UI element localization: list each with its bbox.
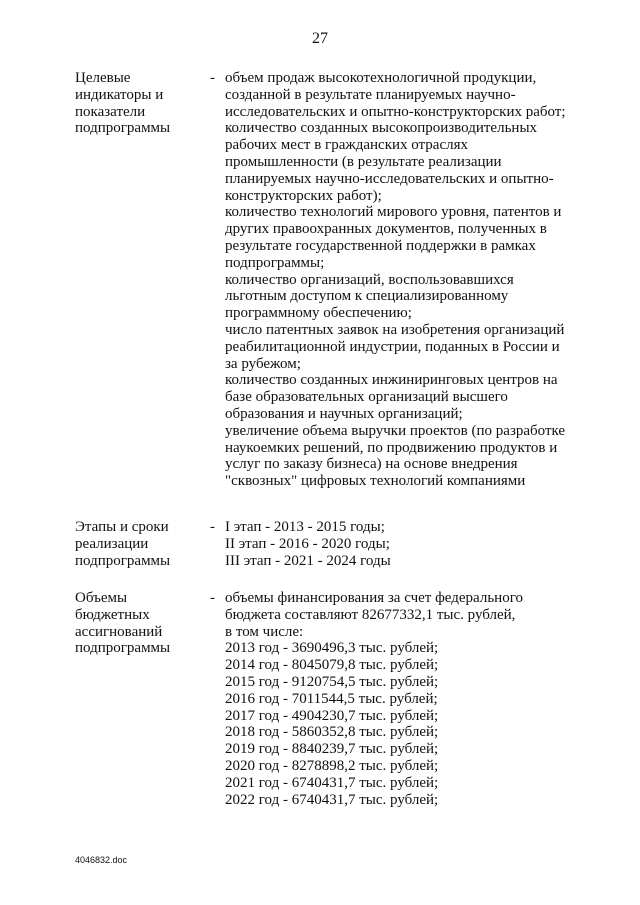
content-line: 2019 год - 8840239,7 тыс. рублей; xyxy=(225,741,439,758)
content-line: программному обеспечению; xyxy=(225,305,412,322)
content-line: увеличение объема выручки проектов (по разработке xyxy=(225,422,566,439)
content-line: число патентных заявок на изобретения организаций xyxy=(225,321,565,338)
content-line: в том числе: xyxy=(225,623,304,640)
section-label: Целевые индикаторы и показатели подпрограммы xyxy=(75,70,171,137)
content-line: 2022 год - 6740431,7 тыс. рублей; xyxy=(225,791,439,808)
list-dash: - xyxy=(210,70,215,86)
list-dash: - xyxy=(210,519,215,535)
content-line: подпрограммы; xyxy=(225,254,325,271)
content-line: за рубежом; xyxy=(225,355,301,372)
content-line: исследовательских и опытно-конструкторских работ; xyxy=(225,103,566,120)
content-line: "сквозных" цифровых технологий компаниями xyxy=(225,473,526,490)
content-line: 2013 год - 3690496,3 тыс. рублей; xyxy=(225,640,439,657)
content-line: объем продаж высокотехнологичной продукции, xyxy=(225,70,537,86)
content-line: промышленности (в результате реализации xyxy=(225,153,502,170)
content-line: базе образовательных организаций высшего xyxy=(225,389,508,406)
content-line: количество созданных инжиниринговых центров на xyxy=(225,372,558,389)
content-line: планируемых научно-исследовательских и опытно- xyxy=(225,170,554,187)
content-line: рабочих мест в гражданских отраслях xyxy=(225,137,468,154)
content-line: 2014 год - 8045079,8 тыс. рублей; xyxy=(225,657,439,674)
section-label: Этапы и сроки реализации подпрограммы xyxy=(75,519,171,569)
content-line: объемы финансирования за счет федерального xyxy=(225,590,523,606)
list-dash: - xyxy=(210,590,215,606)
content-line: услуг по заказу бизнеса) на основе внедрения xyxy=(225,456,518,473)
content-line: I этап - 2013 - 2015 годы; xyxy=(225,519,385,535)
section-content xyxy=(225,519,580,569)
content-line: наукоемких решений, по продвижению продуктов и xyxy=(225,439,558,456)
content-line: 2015 год - 9120754,5 тыс. рублей; xyxy=(225,673,439,690)
content-line: 2018 год - 5860352,8 тыс. рублей; xyxy=(225,724,439,741)
content-line: бюджета составляют 82677332,1 тыс. рублей, xyxy=(225,606,516,623)
content-line: реабилитационной индустрии, поданных в России и xyxy=(225,338,560,355)
content-line: количество организаций, воспользовавшихся xyxy=(225,271,514,288)
content-line: 2021 год - 6740431,7 тыс. рублей; xyxy=(225,774,439,791)
content-line: III этап - 2021 - 2024 годы xyxy=(225,552,391,569)
page-number: 27 xyxy=(312,30,328,47)
section-content xyxy=(225,70,580,490)
content-line: II этап - 2016 - 2020 годы; xyxy=(225,535,390,552)
content-line: 2020 год - 8278898,2 тыс. рублей; xyxy=(225,757,439,774)
content-line: 2016 год - 7011544,5 тыс. рублей; xyxy=(225,690,438,707)
content-line: количество созданных высокопроизводительных xyxy=(225,120,538,137)
section-label: Объемы бюджетных ассигнований подпрограммы xyxy=(75,590,171,657)
content-line: образования и научных организаций; xyxy=(225,405,463,422)
content-line: конструкторских работ); xyxy=(225,187,382,204)
document-footer: 4046832.doc xyxy=(75,855,128,865)
content-line: количество технологий мирового уровня, патентов и xyxy=(225,204,562,221)
content-line: других правоохранных документов, полученных в xyxy=(225,221,547,238)
content-line: результате государственной поддержки в рамках xyxy=(225,237,536,254)
content-line: 2017 год - 4904230,7 тыс. рублей; xyxy=(225,707,439,724)
content-line: льготным доступом к специализированному xyxy=(225,288,509,305)
section-content xyxy=(225,590,580,808)
content-line: созданной в результате планируемых научно- xyxy=(225,86,516,103)
